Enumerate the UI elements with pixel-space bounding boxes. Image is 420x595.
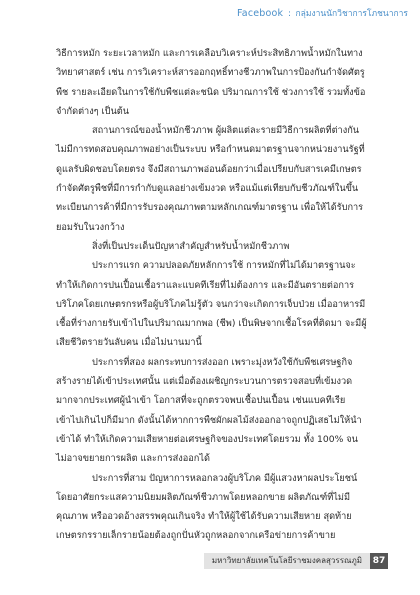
footer-publication-label: มหาวิทยาลัยเทคโนโลยีราชมงคลสุวรรณภูมิ (204, 553, 370, 569)
paragraph-3: ประการแรก ความปลอดภัยหลักการใช้ การหมักที่ไม่ได้มาตรฐานจะทำให้เกิดการปนเปื้อนเชื้อราและแบคทีเรียที่ไม่ต้องการ และมีอันตรายต่อการบริโภคโดยเกษตรกรหรือผู้บริโภคไม่รู้ตัว จนกว่าจะเกิดการเจ็บป่วย เมื่ออาหารมีเชื้อที่ร่างกายรับเข้าไปในปริมาณมากพอ (ชีพ) เป็นพิษจากเชื้อโรคที่ติดมา จะมีผู้เสียชีวิตรายวันลับคน เมื่อไม่นานมานี้ (56, 260, 367, 349)
paragraph-5: ประการที่สาม ปัญหาการหลอกลวงผู้บริโภค มีผู้แสวงหาผลประโยชน์โดยอาศัยกระแสความนิยมผลิตภัณฑ์ชีวภาพโดยหลอกขาย ผลิตภัณฑ์ที่ไม่มีคุณภาพ หรืออวดอ้างสรรพคุณเกินจริง ทำให้ผู้ใช้ได้รับความเสียหาย สุดท้ายเกษตรกรรายเล็กรายน้อยต้องถูกปั่นหัวถูกหลอกจากเครือข่ายการค้าขาย (56, 472, 358, 542)
paragraph-2: สถานการณ์ของน้ำหมักชีวภาพ ผู้ผลิตแต่ละรายมีวิธีการผลิตที่ต่างกัน ไม่มีการทดสอบคุณภาพอย่างเป็นระบบ หรือกำหนดมาตรฐานจากหน่วยงานรัฐที่ดูแลรับผิดชอบโดยตรง จึงมีสถานภาพอ่อนด้อยกว่าเมื่อเปรียบกับสารเคมีเกษตรกำจัดศัตรูพืชที่มีการกำกับดูแลอย่างเข้มงวด หรือแม้แต่เทียบกับชีวภัณฑ์ในขึ้นทะเบียนการค้าที่มีการรับรองคุณภาพตามหลักเกณฑ์มาตรฐาน เพื่อให้ได้รับการยอมรับในวงกว้าง (56, 125, 365, 233)
page-footer (204, 553, 388, 569)
page-header (237, 6, 408, 20)
paragraph-1: วิธีการหมัก ระยะเวลาหมัก และการเคลือบวิเคราะห์ประสิทธิภาพน้ำหมักในทางวิทยาศาสตร์ เช่น การวิเคราะห์สารออกฤทธิ์ทางชีวภาพในการป้องกันกำจัดศัตรูพืช รายละเอียดในการใช้กับพืชแต่ละชนิด ปริมาณการใช้ ช่วงการใช้ รวมทั้งข้อจำกัดต่างๆ เป็นต้น (56, 48, 366, 117)
section-heading: สิ่งที่เป็นประเด็นปัญหาสำคัญสำหรับน้ำหมักชีวภาพ (92, 240, 290, 252)
header-separator: : (287, 9, 291, 19)
facebook-label: Facebook (237, 8, 284, 19)
document-body (56, 44, 368, 546)
facebook-group-name: กลุ่มงานนักวิชาการโภชนาการ (295, 9, 408, 19)
paragraph-4: ประการที่สอง ผลกระทบการส่งออก เพราะมุ่งหวังใช้กับพืชเศรษฐกิจสร้างรายได้เข้าประเทศนั้น แต่เมื่อต้องเผชิญกระบวนการตรวจสอบที่เข้มงวดมากจากประเทศผู้นำเข้า โอกาสที่จะถูกตรวจพบเชื้อปนเปื้อน เช่นแบคทีเรีย เข้าไปเกินไปก็มีมาก ดังนั้นได้หากการพืชผักผลไม้ส่งออกอาจถูกปฏิเสธไม่ให้นำเข้าได้ ทำให้เกิดความเสียหายต่อเศรษฐกิจของประเทศโดยรวม ทั้ง 100% จนไม่อาจขยายการผลิต และการส่งออกได้ (56, 356, 362, 465)
page-number: 87 (370, 553, 388, 569)
